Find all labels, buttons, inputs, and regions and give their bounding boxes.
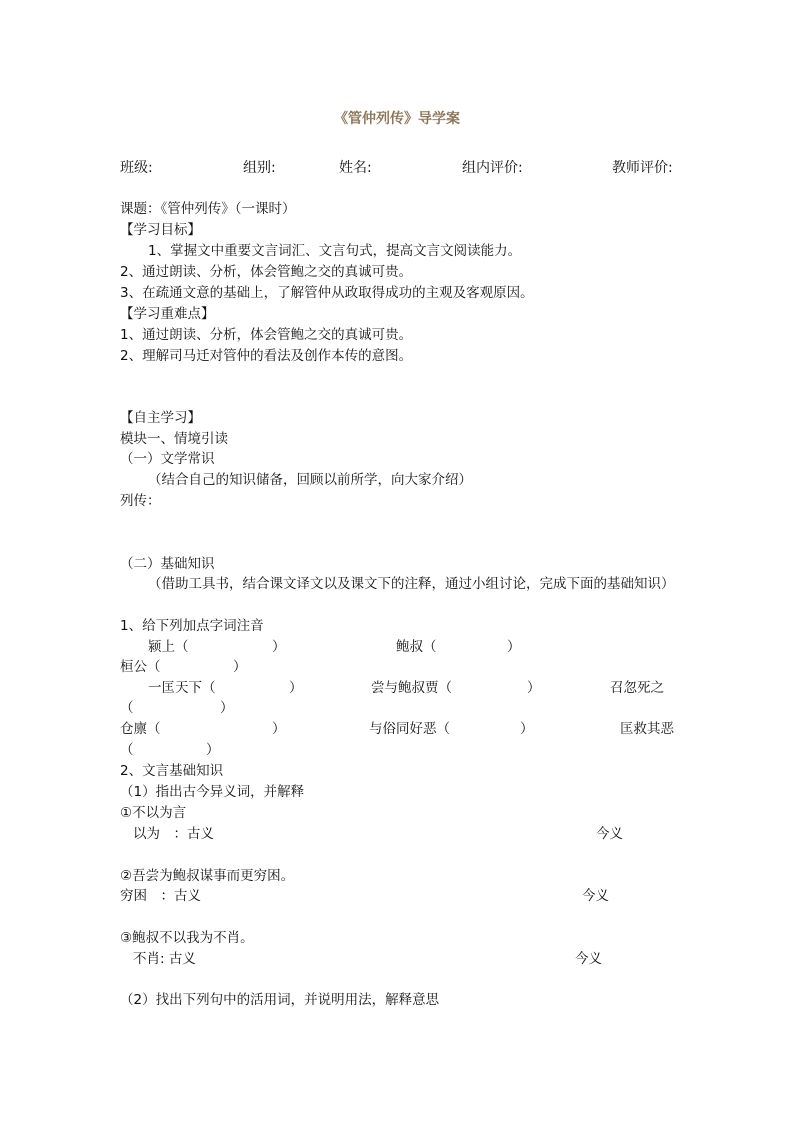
modern-meaning-label: 今义 [582, 888, 609, 904]
objectives-heading: 【学习目标】 [120, 222, 201, 238]
pinyin-item: 颍上（ [148, 639, 189, 655]
paren-close: ） [527, 680, 541, 696]
paren-close: ） [233, 659, 247, 675]
key-point-item: 2、理解司马迁对管仲的看法及创作本传的意图。 [120, 348, 413, 364]
lit-heading: （一）文学常识 [120, 451, 215, 467]
group-label: 组别: [243, 160, 276, 176]
q2-heading: 2、文言基础知识 [120, 763, 224, 779]
basic-heading: （二）基础知识 [120, 556, 215, 572]
objective-item: 1、掌握文中重要文言词汇、文言句式，提高文言文阅读能力。 [148, 243, 522, 259]
pinyin-item: 仓廪（ [120, 721, 161, 737]
pinyin-item: 尝与鲍叔贾（ [371, 680, 452, 696]
sentence-3: ③鲍叔不以我为不肖。 [120, 930, 254, 946]
lit-instruction: （结合自己的知识储备，回顾以前所学，向大家介绍） [148, 472, 472, 488]
objective-item: 2、通过朗读、分析，体会管鲍之交的真诚可贵。 [120, 264, 413, 280]
key-points-heading: 【学习重难点】 [120, 306, 215, 322]
paren-open: （ [120, 742, 134, 758]
modern-meaning-label: 今义 [596, 826, 623, 842]
q2-sub2: （2）找出下列句中的活用词，并说明用法，解释意思 [120, 992, 440, 1008]
pinyin-item: 召忽死之 [610, 680, 664, 696]
class-label: 班级: [120, 160, 153, 176]
liezhuan-label: 列传： [120, 493, 161, 509]
teacher-eval-label: 教师评价: [612, 160, 673, 176]
ancient-meaning-label: 以为 ：古义 [133, 826, 214, 842]
name-label: 姓名: [339, 160, 372, 176]
paren-close: ） [507, 639, 521, 655]
paren-open: （ [120, 700, 134, 716]
basic-instruction: （借助工具书，结合课文译文以及课文下的注释，通过小组讨论，完成下面的基础知识） [148, 576, 675, 592]
ancient-meaning-label: 不肖: 古义 [133, 951, 196, 967]
objective-item: 3、在疏通文意的基础上，了解管仲从政取得成功的主观及客观原因。 [120, 285, 534, 301]
paren-close: ） [289, 680, 303, 696]
pinyin-item: 与俗同好恶（ [369, 721, 450, 737]
sentence-1: ①不以为言 [120, 805, 187, 821]
paren-close: ） [272, 639, 286, 655]
pinyin-item: 桓公（ [120, 659, 161, 675]
self-study-heading: 【自主学习】 [120, 410, 201, 426]
sentence-2: ②吾尝为鲍叔谋事而更穷困。 [120, 868, 295, 884]
topic: 课题：《管仲列传》（一课时） [120, 201, 296, 217]
modern-meaning-label: 今义 [575, 951, 602, 967]
paren-close: ） [520, 721, 534, 737]
pinyin-item: 鲍叔（ [396, 639, 437, 655]
pinyin-item: 匡救其恶 [620, 721, 674, 737]
paren-close: ） [206, 742, 220, 758]
q2-sub1: （1）指出古今异义词，并解释 [120, 784, 305, 800]
paren-close: ） [220, 700, 234, 716]
key-point-item: 1、通过朗读、分析，体会管鲍之交的真诚可贵。 [120, 327, 413, 343]
pinyin-item: 一匡天下（ [148, 680, 216, 696]
group-eval-label: 组内评价: [462, 160, 523, 176]
ancient-meaning-label: 穷困 ：古义 [120, 888, 201, 904]
page-title: 《管仲列传》导学案 [334, 111, 460, 127]
paren-close: ） [272, 721, 286, 737]
q1-heading: 1、给下列加点字词注音 [120, 618, 264, 634]
module-title: 模块一、情境引读 [120, 431, 228, 447]
